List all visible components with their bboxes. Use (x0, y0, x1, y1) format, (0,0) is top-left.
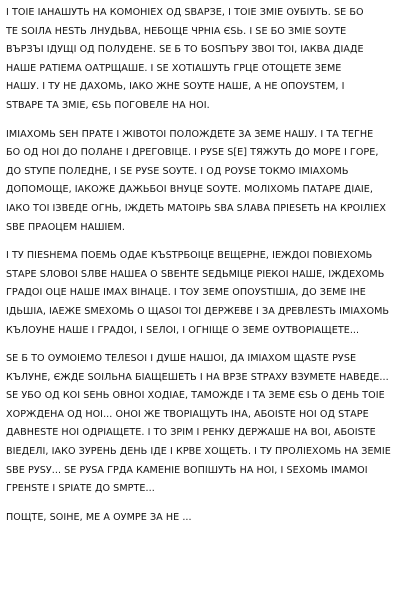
text-line: ГРАДОІ ОЦЕ НАШЕ ІМАХ ВІНАЦЕ. І ТОУ ЗЕМЕ ОПОУЅТІШІА, ДО ЗЕМЕ ІНЕ (6, 287, 366, 299)
text-line: ДОПОМОЩЕ, ІАКОЖЕ ДАЖЬБОІ ВНУЦЕ ЅОУТЕ. МОЛІХОМЬ ПАТАРЕ ДІАІЕ, (6, 184, 374, 196)
text-line: ЅТАРЕ ЅЛОВОІ ЅЛВЕ НАШЕА О ЅВЕНТЕ ЅЕДЬМІЦЕ РІЕКОІ НАШЕ, ІЖДЕХОМЬ (6, 268, 385, 280)
text-line: НАШЕ РАТІЕМА ОАТРЩАШЕ. І ЅЕ ХОТІАШУТЬ ГРЦЕ ОТОЩЕТЕ ЗЕМЕ (6, 62, 342, 74)
paragraph-2 (6, 126, 412, 238)
text-line: І ТОІЕ ІАНАШУТЬ НА КОМОНІЕХ ОД ЅВАРЗЕ, І ТОІЕ ЗМІЕ ОУБІУТЬ. ЅЕ БО (6, 7, 364, 18)
text-line: ЅВЕ РУЅУ... ЅЕ РУЅА ГРДА КАМЕНІЕ ВОПІШУТЬ НА НОІ, І ЅЕХОМЬ ІМАМОІ (6, 464, 368, 476)
text-line: ЅЕ Б ТО ОУМОІЕМО ТЕЛЕЅОІ І ДУШЕ НАШОІ, ДА ІМІАХОМ ЩАЅТЕ РУЅЕ (6, 353, 357, 365)
text-line: ВІЕДЕЛІ, ІАКО ЗУРЕНЬ ДЕНЬ ІДЕ І КРВЕ ХОЩЕТЬ. І ТУ ПРОЛІЕХОМЬ НА ЗЕМІЕ (6, 446, 391, 458)
text-line: ІДЬШІА, ІАЕЖЕ ЅМЕХОМЬ О ЩАЅОІ ТОІ ДЕРЖЕВЕ І ЗА ДРЕВЛЕЅТЬ ІМІАХОМЬ (6, 305, 390, 317)
text-line: ЅЕ УБО ОД КОІ ЅЕНЬ ОВНОІ ХОДІАЕ, ТАМОЖДЕ І ТА ЗЕМЕ ЄЅЬ О ДЕНЬ ТОІЕ (6, 390, 385, 402)
text-line: ХОРЖДЕНА ОД НОІ... ОНОІ ЖЕ ТВОРІАЩУТЬ ІНА, АБОІЅТЕ НОІ ОД ЅТАРЕ (6, 408, 369, 420)
text-line: ТЕ ЅОІЛА НЕЅТЬ ЛНУДЬВА, НЕБОЩЕ ЧРНІА ЄЅЬ. І ЅЕ БО ЗМІЕ ЅОУТЕ (6, 25, 347, 37)
text-line: ЅВЕ ПРАОЦЕМ НАШІЕМ. (6, 221, 125, 233)
text-line: НАШУ. І ТУ НЕ ДАХОМЬ, ІАКО ЖНЕ ЅОУТЕ НАШЕ, А НЕ ОПОУЅТЕМ, І (6, 81, 345, 93)
text-line: ПОЩТЕ, ЅОІНЕ, МЕ А ОУМРЕ ЗА НЕ ... (6, 511, 192, 523)
paragraph-3 (6, 247, 412, 340)
text-line: КЪЛУНЕ, ЄЖДЕ ЅОІЛЬНА БІАЩЕШЕТЬ І НА ВРЗЕ ЅТРАХУ ВЗУМЕТЕ НАВЕДЕ... (6, 371, 389, 383)
text-line: І ТУ ПІЕЅНЕМА ПОЕМЬ ОДАЕ КЪЅТРБОІЦЕ ВЕЩЕРНЕ, ІЕЖДОІ ПОВІЕХОМЬ (6, 250, 373, 262)
paragraph-1 (6, 4, 412, 116)
text-line: ВЪРЗЪІ ІДУЩІ ОД ПОЛУДЕНЕ. ЅЕ Б ТО БОЅПЪРУ ЗВОІ ТОІ, ІАКВА ДІАДЕ (6, 44, 364, 56)
text-line: ГРЕНЅТЕ І ЅРІАТЕ ДО ЅМРТЕ... (6, 483, 155, 495)
paragraph-5 (6, 509, 412, 528)
text-line: ЅТВАРЕ ТА ЗМІЕ, ЄЅЬ ПОГОВЕЛЕ НА НОІ. (6, 99, 210, 111)
text-line: КЪЛОУНЕ НАШЕ І ГРАДОІ, І ЅЕЛОІ, І ОГНІЩЕ О ЗЕМЕ ОУТВОРІАЩЕТЕ... (6, 324, 360, 336)
text-line: ДО ЅТУПЕ ПОЛЕДНЕ, І ЅЕ РУЅЕ ЅОУТЕ. І ОД РОУЅЕ ТОКМО ІМІАХОМЬ (6, 165, 349, 177)
paragraph-4 (6, 350, 412, 499)
text-line: ІАКО ТОІ ІЗВЕДЕ ОГНЬ, ІЖДЕТЬ МАТОІРЬ ЅВА ЅЛАВА ПРІЕЅЕТЬ НА КРОІЛІЕХ (6, 202, 387, 214)
text-line: ІМІАХОМЬ ЅЕН ПРАТЕ І ЖІВОТОІ ПОЛОЖДЕТЕ ЗА ЗЕМЕ НАШУ. І ТА ТЕГНЕ (6, 128, 374, 140)
text-line: БО ОД НОІ ДО ПОЛАНЕ І ДРЕГОВІЦЕ. І РУЅЕ Ѕ[Е] ТЯЖУТЬ ДО МОРЕ І ГОРЕ, (6, 147, 379, 159)
text-line: ДАВНЕЅТЕ НОІ ОДРІАЩЕТЕ. І ТО ЗРІМ І РЕНКУ ДЕРЖАШЕ НА ВОІ, АБОІЅТЕ (6, 427, 376, 439)
